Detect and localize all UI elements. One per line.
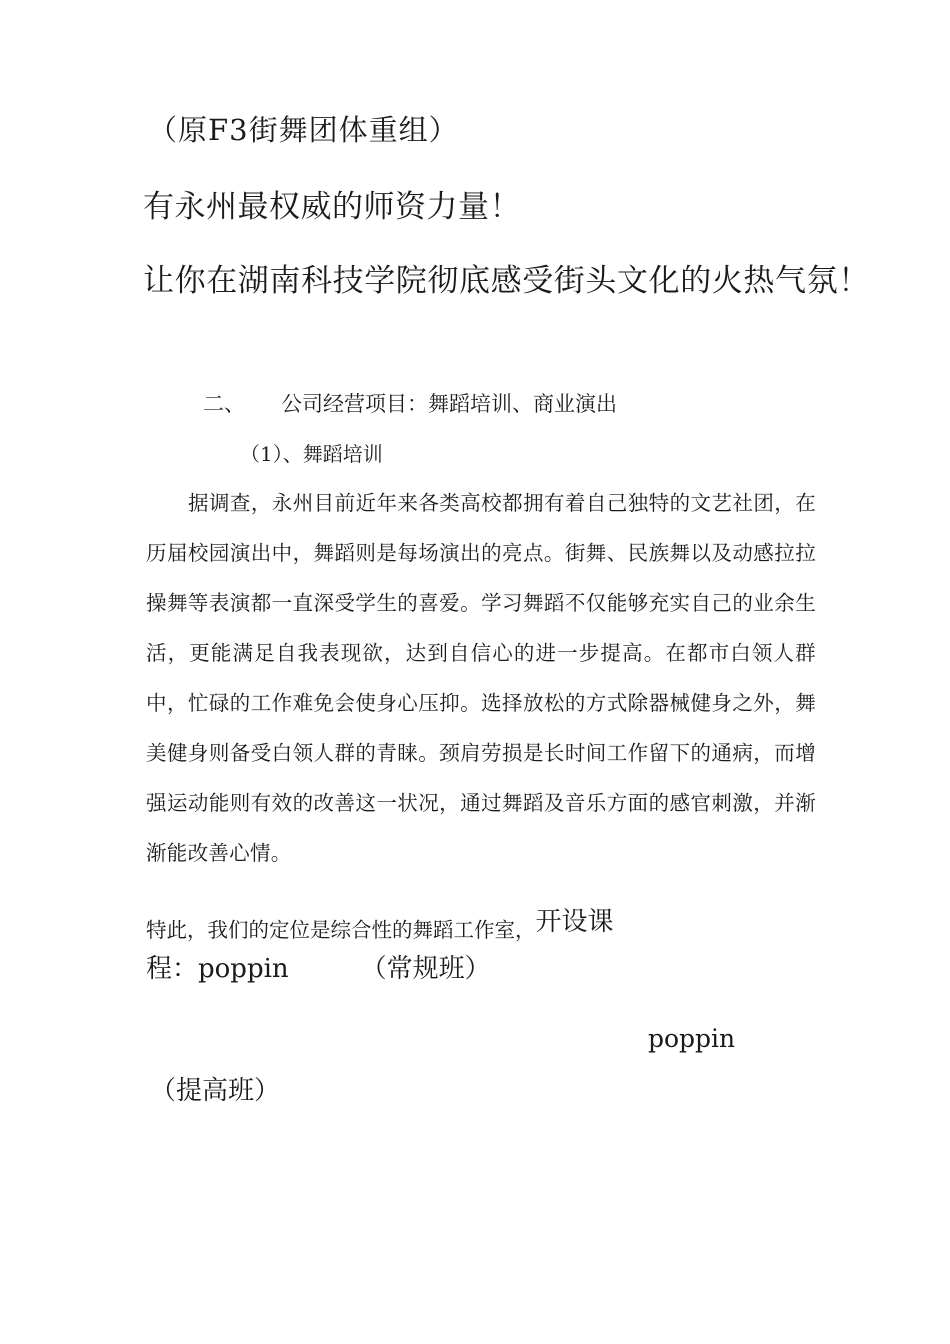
header-slogan-1: 有永州最权威的师资力量！ bbox=[143, 189, 521, 225]
body-paragraph: 据调查，永州目前近年来各类高校都拥有着自己独特的文艺社团，在历届校园演出中，舞蹈则是每场演出的亮点。街舞、民族舞以及动感拉拉操舞等表演都一直深受学生的喜爱。学习舞蹈不仅能够充实自己的业余生活，更能满足自我表现欲，达到自信心的进一步提高。在都市白领人群中，忙碌的工作难免会使身心压抑。选择放松的方式除器械健身之外，舞美健身则备受白领人群的青睐。颈肩劳损是长时间工作留下的通病，而增强运动能则有效的改善这一状况，通过舞蹈及音乐方面的感官刺激，并渐渐能改善心情。 bbox=[146, 491, 816, 865]
courses-intro bbox=[146, 908, 614, 945]
header-slogan-2: 让你在湖南科技学院彻底感受街头文化的火热气氛！ bbox=[143, 263, 870, 299]
course-regular-name: 程：poppin bbox=[146, 954, 289, 984]
course-advanced-name: poppin bbox=[648, 1024, 736, 1053]
course-advanced-tag: （提高班） bbox=[150, 1076, 281, 1106]
course-regular-tag: （常规班） bbox=[360, 954, 491, 984]
section-title: 公司经营项目：舞蹈培训、商业演出 bbox=[281, 392, 617, 416]
course-regular bbox=[146, 948, 491, 985]
courses-intro-text: 特此，我们的定位是综合性的舞蹈工作室， bbox=[146, 918, 536, 942]
subsection-heading: （1）、舞蹈培训 bbox=[240, 442, 383, 466]
courses-intro-emphasis: 开设课 bbox=[535, 907, 614, 937]
header-subtitle: （原F3街舞团体重组） bbox=[148, 113, 459, 147]
section-number: 二、 bbox=[203, 392, 245, 416]
section-heading bbox=[203, 388, 617, 418]
